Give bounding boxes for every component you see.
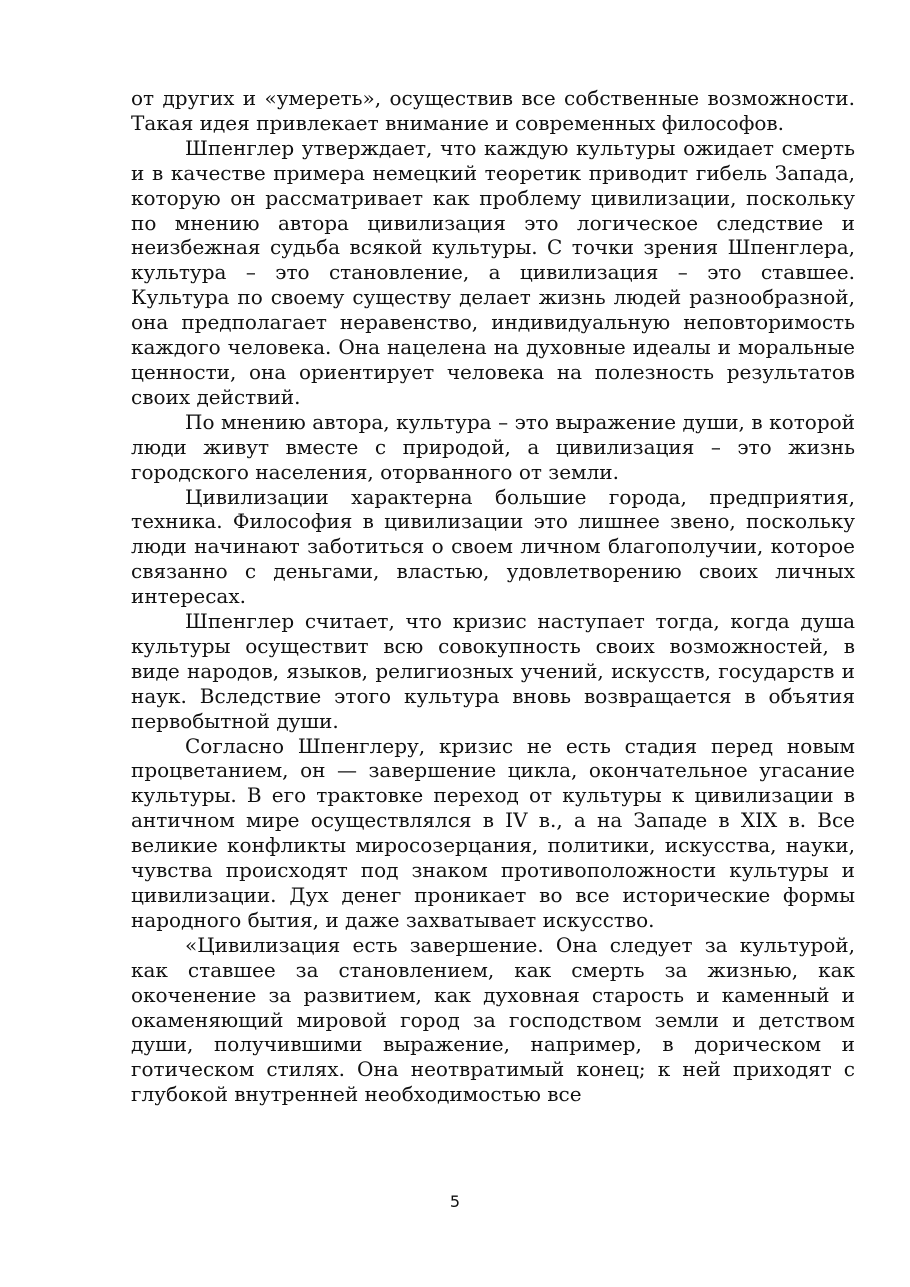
paragraph-2: Шпенглер утверждает, что каждую культуры ожидает смерть и в качестве примера немецкий теоретик приводит гибель Запада, которую он рассматривает как проблему цивилизации, поскольку по мнению автора цивилизация это логическое следствие и неизбежная судьба всякой культуры. С точки зрения Шпенглера, культура – это становление, а цивилизация – это ставшее. Культура по своему существу делает жизнь людей разнообразной, она предполагает неравенство, индивидуальную неповторимость каждого человека. Она нацелена на духовные идеалы и моральные ценности, она ориентирует человека на полезность результатов своих действий.	[131, 135, 855, 409]
paragraph-1: от других и «умереть», осуществив все собственные возможности. Такая идея привлекает внимание и современных философов.	[131, 86, 855, 135]
paragraph-4: Цивилизации характерна большие города, предприятия, техника. Философия в цивилизации это лишнее звено, поскольку люди начинают заботиться о своем личном благополучии, которое связанно с деньгами, властью, удовлетворению своих личных интересах.	[131, 484, 855, 609]
paragraph-6: Согласно Шпенглеру, кризис не есть стадия перед новым процветанием, он — завершение цикла, окончательное угасание культуры. В его трактовке переход от культуры к цивилизации в античном мире осуществлялся в IV в., а на Западе в XIX в. Все великие конфликты миросозерцания, политики, искусства, науки, чувства происходят под знаком противоположности культуры и цивилизации. Дух денег проникает во все исторические формы народного бытия, и даже захватывает искусство.	[131, 733, 855, 932]
paragraph-3: По мнению автора, культура – это выражение души, в которой люди живут вместе с природой, а цивилизация – это жизнь городского населения, оторванного от земли.	[131, 409, 855, 484]
page-number: 5	[449, 1192, 461, 1211]
document-body	[131, 86, 855, 1107]
paragraph-7: «Цивилизация есть завершение. Она следует за культурой, как ставшее за становлением, как смерть за жизнью, как окоченение за развитием, как духовная старость и каменный и окаменяющий мировой город за господством земли и детством души, получившими выражение, например, в дорическом и готическом стилях. Она неотвратимый конец; к ней приходят с глубокой внутренней необходимостью все	[131, 932, 855, 1107]
paragraph-5: Шпенглер считает, что кризис наступает тогда, когда душа культуры осуществит всю совокупность своих возможностей, в виде народов, языков, религиозных учений, искусств, государств и наук. Вследствие этого культура вновь возвращается в объятия первобытной души.	[131, 609, 855, 733]
